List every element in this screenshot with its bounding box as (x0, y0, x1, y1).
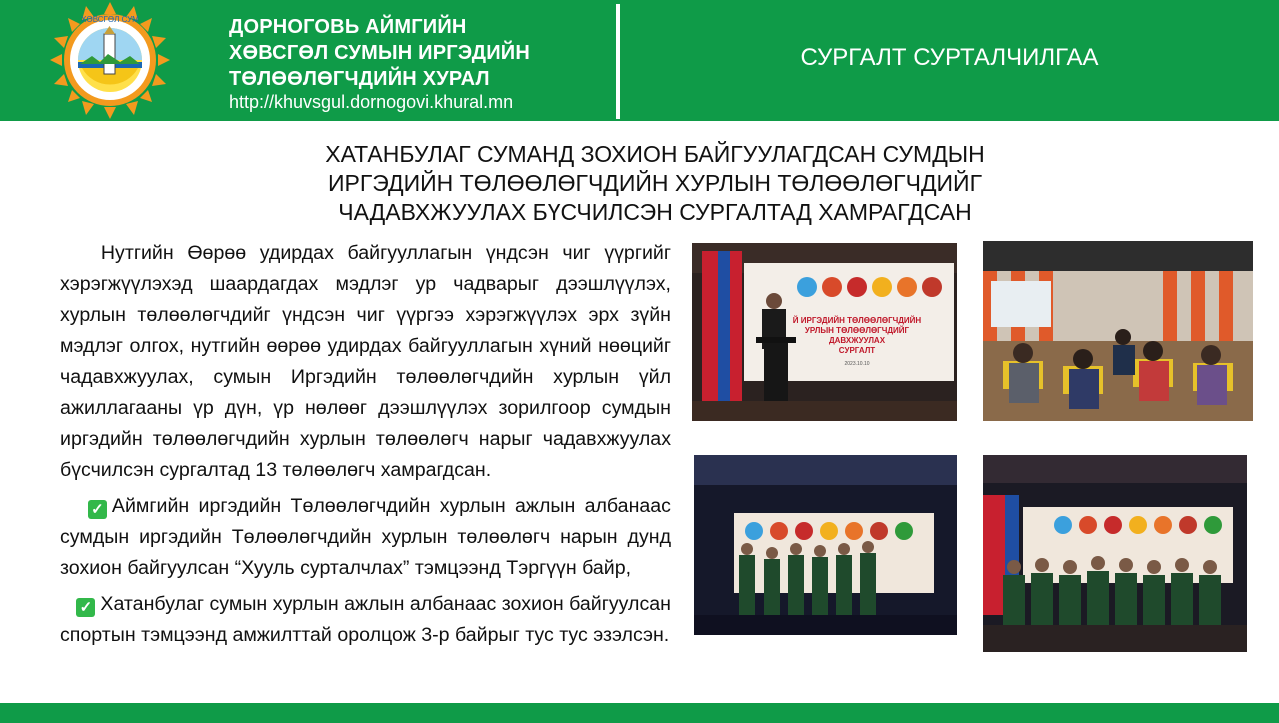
org-name-line-1: ДОРНОГОВЬ АЙМГИЙН (229, 16, 467, 38)
footer-bar (0, 703, 1279, 723)
check-mark-icon: ✓ (88, 500, 107, 519)
headline-line-1: ХАТАНБУЛАГ СУМАНД ЗОХИОН БАЙГУУЛАГДСАН СУМДЫН (325, 141, 985, 167)
banner-text-line-4: СУРГАЛТ (838, 346, 876, 355)
paragraph-intro-text: Нутгийн Өөрөө удирдах байгууллагын үндсэн чиг үүргийг хэрэгжүүлэхэд шаардагдах мэдлэг ур чадварыг дээшлүүлэх, хурлын төлөөлөгчдийг үндсэн чиг үүргээ хэрэгжүүлэх эрх зүйн мэдлэг олгох, нутгийн өөрөө удирдах байгууллагын хүний нөөцийг чадавхжуулах, сумын Иргэдийн төлөөлөгчдийн хурлын үйл ажиллагааны үр дүн, үр нөлөөг дээшлүүлэх зорилгоор сумдын иргэдийн төлөөлөгчдийн хурлын төлөөлөгч нарыг чадавхжуулах бүсчилсэн сургалтад 13 төлөөлөгч хамрагдсан. (60, 242, 671, 481)
photo-group-seated (983, 455, 1247, 652)
check-mark-icon: ✓ (76, 598, 95, 617)
paragraph-intro (60, 238, 671, 486)
article-body (60, 238, 671, 656)
org-name-line-3: ТӨЛӨӨЛӨГЧДИЙН ХУРАЛ (229, 68, 490, 90)
banner-text-line-1: Й ИРГЭДИЙН ТӨЛӨӨЛӨГЧДИЙН (792, 316, 922, 325)
section-title: СУРГАЛТ СУРТАЛЧИЛГАА (800, 44, 1099, 71)
header-bar (0, 0, 1279, 121)
photo-audience-seated (983, 241, 1253, 421)
banner-date: 2023.10.10 (844, 361, 870, 367)
organization-name (229, 14, 530, 92)
headline-line-3: ЧАДАВХЖУУЛАХ БҮСЧИЛСЭН СУРГАЛТАД ХАМРАГДСАН (338, 199, 972, 225)
headline-line-2: ИРГЭДИЙН ТӨЛӨӨЛӨГЧДИЙН ХУРЛЫН ТӨЛӨӨЛӨГЧДИЙГ (327, 170, 983, 196)
photo-speaker-at-podium (692, 243, 957, 421)
article-headline (200, 140, 1110, 227)
bullet-item-1-text: Аймгийн иргэдийн Төлөөлөгчдийн хурлын ажлын албанаас сумдын иргэдийн Төлөөлөгчдийн хурлын төлөөлөгч нарын дунд зохион байгуулсан “Хууль сурталчлах” тэмцээнд Тэргүүн байр, (60, 495, 671, 579)
photo-group-on-stage (694, 455, 957, 635)
logo-text: ХӨВСГӨЛ СУМ (81, 15, 139, 24)
bullet-item-2-text: Хатанбулаг сумын хурлын ажлын албанаас зохион байгуулсан спортын тэмцээнд амжилттай оролцож 3-р байрыг тус тус эзэлсэн. (60, 593, 671, 646)
banner-text-line-2: УРЛЫН ТӨЛӨӨЛӨГЧДИЙГ (804, 326, 910, 335)
org-name-line-2: ХӨВСГӨЛ СУМЫН ИРГЭДИЙН (229, 42, 530, 64)
website-url[interactable]: http://khuvsgul.dornogovi.khural.mn (229, 92, 514, 112)
banner-text-line-3: ДАВХЖУУЛАХ (828, 336, 886, 345)
bullet-item-1 (60, 491, 671, 584)
organization-logo (50, 2, 170, 119)
bullet-item-2 (60, 589, 671, 651)
